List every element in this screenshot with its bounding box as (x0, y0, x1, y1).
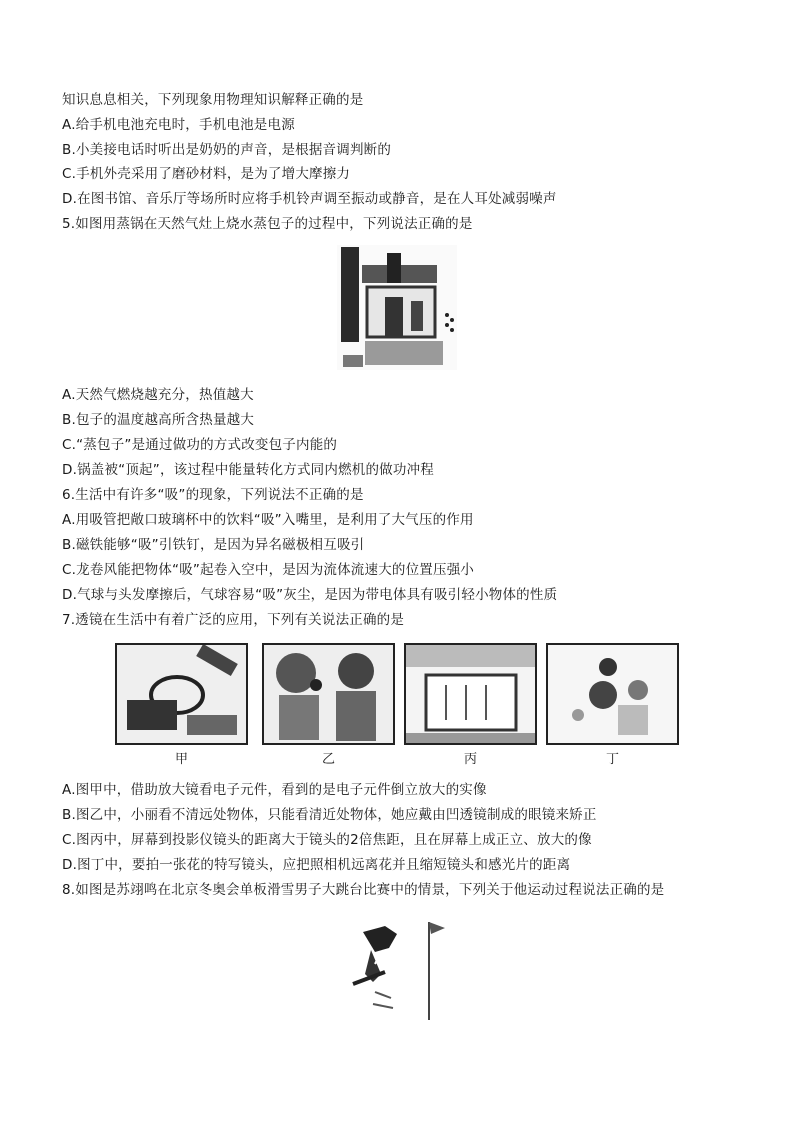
q4-stem: 知识息息相关，下列现象用物理知识解释正确的是 (62, 92, 364, 108)
figure-label-yi: 乙 (321, 752, 335, 767)
snowboarder-photo (345, 912, 455, 1022)
q6-stem: 6.生活中有许多“吸”的现象，下列说法不正确的是 (62, 487, 364, 503)
figure-label-jia: 甲 (174, 752, 188, 767)
q5-stem: 5.如图用蒸锅在天然气灶上烧水蒸包子的过程中，下列说法正确的是 (62, 216, 473, 232)
q7-option-a: A.图甲中，借助放大镜看电子元件，看到的是电子元件倒立放大的实像 (62, 782, 487, 798)
q5-option-d: D.锅盖被“顶起”，该过程中能量转化方式同内燃机的做功冲程 (62, 462, 434, 478)
q5-option-c: C.“蒸包子”是通过做功的方式改变包子内能的 (62, 437, 338, 453)
q7-option-c: C.图丙中，屏幕到投影仪镜头的距离大于镜头的2倍焦距，且在屏幕上成正立、放大的像 (62, 832, 592, 848)
q7-option-b: B.图乙中，小丽看不清远处物体，只能看清近处物体，她应戴由凹透镜制成的眼镜来矫正 (62, 807, 597, 823)
q5-option-a: A.天然气燃烧越充分，热值越大 (62, 387, 254, 403)
lens-photo-yi (262, 643, 395, 745)
q6-option-c: C.龙卷风能把物体“吸”起卷入空中，是因为流体流速大的位置压强小 (62, 562, 475, 578)
lens-photo-bing (404, 643, 537, 745)
q4-option-b: B.小美接电话时听出是奶奶的声音，是根据音调判断的 (62, 142, 392, 158)
figure-label-bing: 丙 (463, 752, 477, 767)
q4-option-d: D.在图书馆、音乐厅等场所时应将手机铃声调至振动或静音，是在人耳处减弱噪声 (62, 191, 557, 207)
q7-option-d: D.图丁中，要拍一张花的特写镜头，应把照相机远离花并且缩短镜头和感光片的距离 (62, 857, 571, 873)
figure-label-ding: 丁 (605, 752, 619, 767)
lens-photo-jia (115, 643, 248, 745)
q5-option-b: B.包子的温度越高所含热量越大 (62, 412, 255, 428)
q8-stem: 8.如图是苏翊鸣在北京冬奥会单板滑雪男子大跳台比赛中的情景，下列关于他运动过程说法正确的是 (62, 882, 665, 898)
q6-option-a: A.用吸管把敞口玻璃杯中的饮料“吸”入嘴里，是利用了大气压的作用 (62, 512, 474, 528)
q7-stem: 7.透镜在生活中有着广泛的应用，下列有关说法正确的是 (62, 612, 405, 628)
steamer-photo (337, 245, 457, 370)
q4-option-a: A.给手机电池充电时，手机电池是电源 (62, 117, 295, 133)
q4-option-c: C.手机外壳采用了磨砂材料，是为了增大摩擦力 (62, 166, 351, 182)
q6-option-d: D.气球与头发摩擦后，气球容易“吸”灰尘，是因为带电体具有吸引轻小物体的性质 (62, 587, 558, 603)
q6-option-b: B.磁铁能够“吸”引铁钉，是因为异名磁极相互吸引 (62, 537, 365, 553)
lens-photo-ding (546, 643, 679, 745)
